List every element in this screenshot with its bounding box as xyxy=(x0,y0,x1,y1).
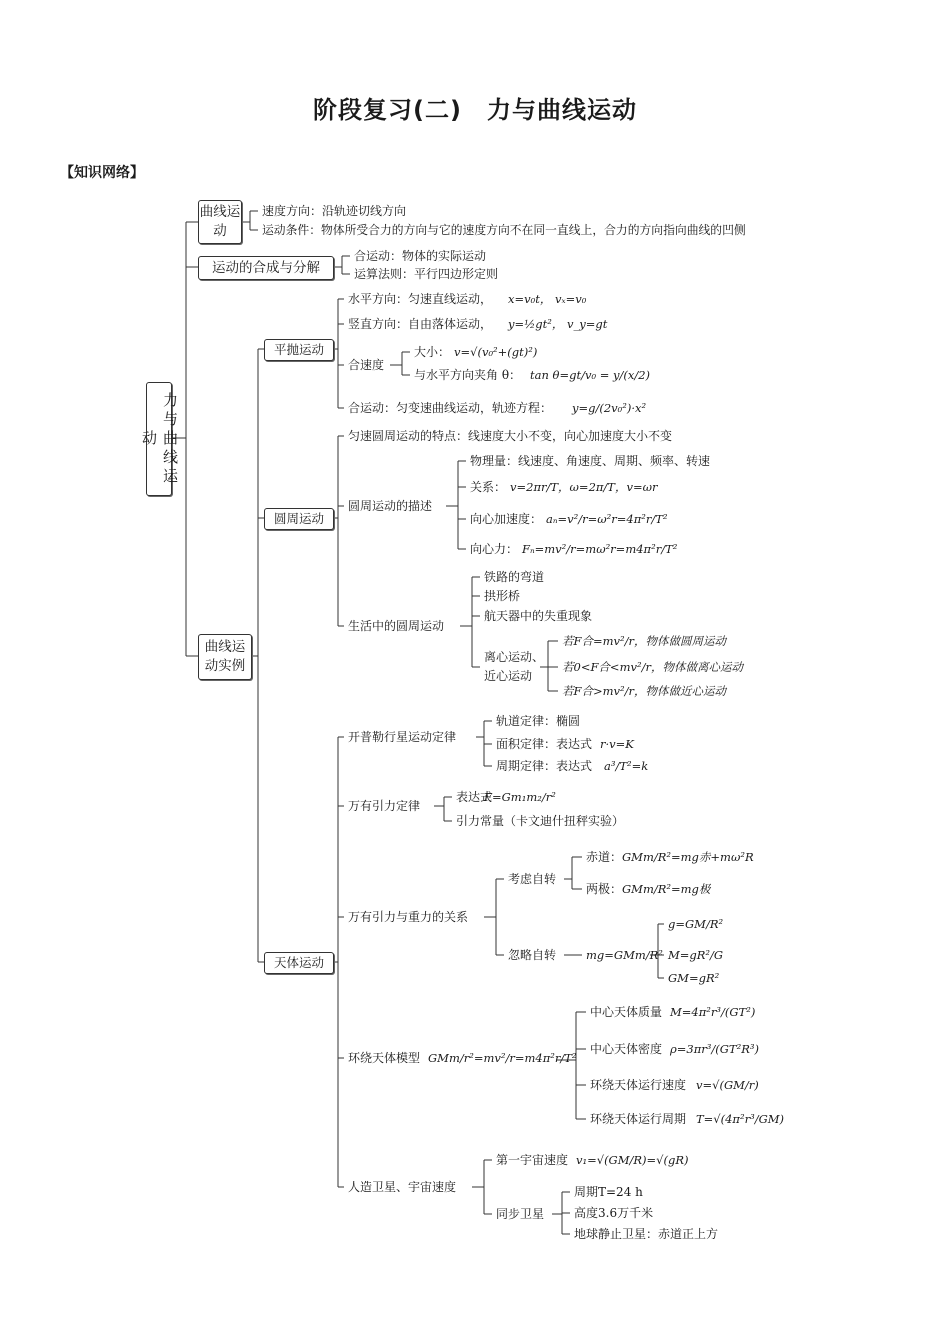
circ-force-formula: Fₙ=mv²/r=mω²r=m4π²r/T² xyxy=(522,542,678,556)
section-heading: 【知识网络】 xyxy=(60,165,144,181)
orbit-speed-formula: v=√(GM/r) xyxy=(696,1078,759,1092)
kepler-period: 周期定律：表达式 xyxy=(496,759,593,773)
proj-angle: 与水平方向夹角 θ： xyxy=(414,368,522,382)
node-examples: 曲线运动实例 xyxy=(198,634,252,680)
page-title: 阶段复习(二) 力与曲线运动 xyxy=(313,96,637,124)
circ-relation: 关系： xyxy=(470,480,507,494)
orbit-period-formula: T=√(4π²r³/GM) xyxy=(696,1112,785,1126)
life-centripetal: 近心运动 xyxy=(484,669,533,683)
orbit-density-formula: ρ=3πr³/(GT²R³) xyxy=(670,1042,759,1056)
orbit-mass: 中心天体质量 xyxy=(590,1005,663,1019)
node-synthesis: 运动的合成与分解 xyxy=(198,256,334,280)
life-centrifugal: 离心运动、 xyxy=(484,650,545,664)
geo-satellite: 同步卫星 xyxy=(496,1207,545,1221)
node-projectile: 平抛运动 xyxy=(264,339,334,361)
proj-combined: 合运动：匀变速曲线运动，轨迹方程： xyxy=(348,401,553,415)
gravitation: 万有引力定律 xyxy=(348,799,421,813)
circ-description: 圆周运动的描述 xyxy=(348,499,433,513)
orbit-model-formula: GMm/r²=mv²/r=m4π²r/T² xyxy=(428,1051,577,1065)
proj-velocity: 合速度 xyxy=(348,358,385,372)
curve-condition: 运动条件：物体所受合力的方向与它的速度方向不在同一直线上，合力的方向指向曲线的凹侧 xyxy=(262,223,746,237)
circ-uniform: 匀速圆周运动的特点：线速度大小不变，向心加速度大小不变 xyxy=(348,429,673,443)
proj-horizontal-formula: x=v₀t， vₓ=v₀ xyxy=(508,292,587,306)
grav-expression-formula: F=Gm₁m₂/r² xyxy=(484,790,556,804)
synth-rule: 运算法则：平行四边形定则 xyxy=(354,267,499,281)
circ-acceleration: 向心加速度： xyxy=(470,512,543,526)
geo-height: 高度3.6万千米 xyxy=(574,1206,654,1220)
proj-angle-formula: tan θ=gt/v₀ = y/(x/2) xyxy=(530,368,651,382)
gw-no-rotation: 忽略自转 xyxy=(508,948,557,962)
rot-poles: 两极： xyxy=(586,882,623,896)
centri-case-c: 若F合>mv²/r，物体做近心运动 xyxy=(562,684,726,698)
geo-period: 周期T=24 h xyxy=(574,1185,643,1199)
gravity-weight: 万有引力与重力的关系 xyxy=(348,910,469,924)
node-celestial: 天体运动 xyxy=(264,952,334,974)
kepler-area-formula: r·v=K xyxy=(600,737,634,751)
circ-force: 向心力： xyxy=(470,542,519,556)
proj-magnitude: 大小： xyxy=(414,345,451,359)
life-railway: 铁路的弯道 xyxy=(484,570,545,584)
proj-vertical-formula: y=½gt²， v_y=gt xyxy=(508,317,608,331)
orbit-model: 环绕天体模型 xyxy=(348,1051,421,1065)
norot-formula: mg=GMm/R² xyxy=(586,948,663,962)
curve-direction: 速度方向：沿轨迹切线方向 xyxy=(262,204,407,218)
circ-relation-formula: v=2πr/T，ω=2π/T，v=ωr xyxy=(510,480,658,494)
grav-constant: 引力常量（卡文迪什扭秤实验） xyxy=(456,814,625,828)
node-curve-motion: 曲线运动 xyxy=(198,200,242,244)
proj-trajectory-formula: y=g/(2v₀²)·x² xyxy=(572,401,647,415)
first-cosmic-speed: 第一宇宙速度 xyxy=(496,1153,569,1167)
grav-expression: 表达式 xyxy=(456,790,493,804)
circ-acceleration-formula: aₙ=v²/r=ω²r=4π²r/T² xyxy=(546,512,668,526)
norot-gm: GM=gR² xyxy=(668,971,720,985)
kepler-orbit: 轨道定律：椭圆 xyxy=(496,714,581,728)
centri-case-a: 若F合=mv²/r，物体做圆周运动 xyxy=(562,634,726,648)
satellite: 人造卫星、宇宙速度 xyxy=(348,1180,457,1194)
rot-equator: 赤道： xyxy=(586,850,623,864)
life-weightless: 航天器中的失重现象 xyxy=(484,609,593,623)
orbit-speed: 环绕天体运行速度 xyxy=(590,1078,687,1092)
centri-case-b: 若0<F合<mv²/r，物体做离心运动 xyxy=(562,660,743,674)
proj-magnitude-formula: v=√(v₀²+(gt)²) xyxy=(454,345,538,359)
rot-equator-formula: GMm/R²=mg赤+mω²R xyxy=(622,850,754,864)
circ-life: 生活中的圆周运动 xyxy=(348,619,445,633)
gw-rotation: 考虑自转 xyxy=(508,872,557,886)
proj-horizontal: 水平方向：匀速直线运动， xyxy=(348,292,493,306)
kepler: 开普勒行星运动定律 xyxy=(348,730,457,744)
geo-stationary: 地球静止卫星：赤道正上方 xyxy=(574,1227,719,1241)
circ-quantities: 物理量：线速度、角速度、周期、频率、转速 xyxy=(470,454,711,468)
synth-combined: 合运动：物体的实际运动 xyxy=(354,249,487,263)
norot-g: g=GM/R² xyxy=(668,917,724,931)
kepler-period-formula: a³/T²=k xyxy=(604,759,649,773)
first-cosmic-speed-formula: v₁=√(GM/R)=√(gR) xyxy=(576,1153,689,1167)
rot-poles-formula: GMm/R²=mg极 xyxy=(622,882,711,896)
orbit-density: 中心天体密度 xyxy=(590,1042,663,1056)
orbit-mass-formula: M=4π²r³/(GT²) xyxy=(670,1005,756,1019)
life-bridge: 拱形桥 xyxy=(484,589,521,603)
orbit-period: 环绕天体运行周期 xyxy=(590,1112,687,1126)
proj-vertical: 竖直方向：自由落体运动， xyxy=(348,317,493,331)
norot-mass: M=gR²/G xyxy=(668,948,724,962)
root-topic: 力与曲线运动 xyxy=(146,382,172,496)
node-circular: 圆周运动 xyxy=(264,508,334,530)
kepler-area: 面积定律：表达式 xyxy=(496,737,593,751)
